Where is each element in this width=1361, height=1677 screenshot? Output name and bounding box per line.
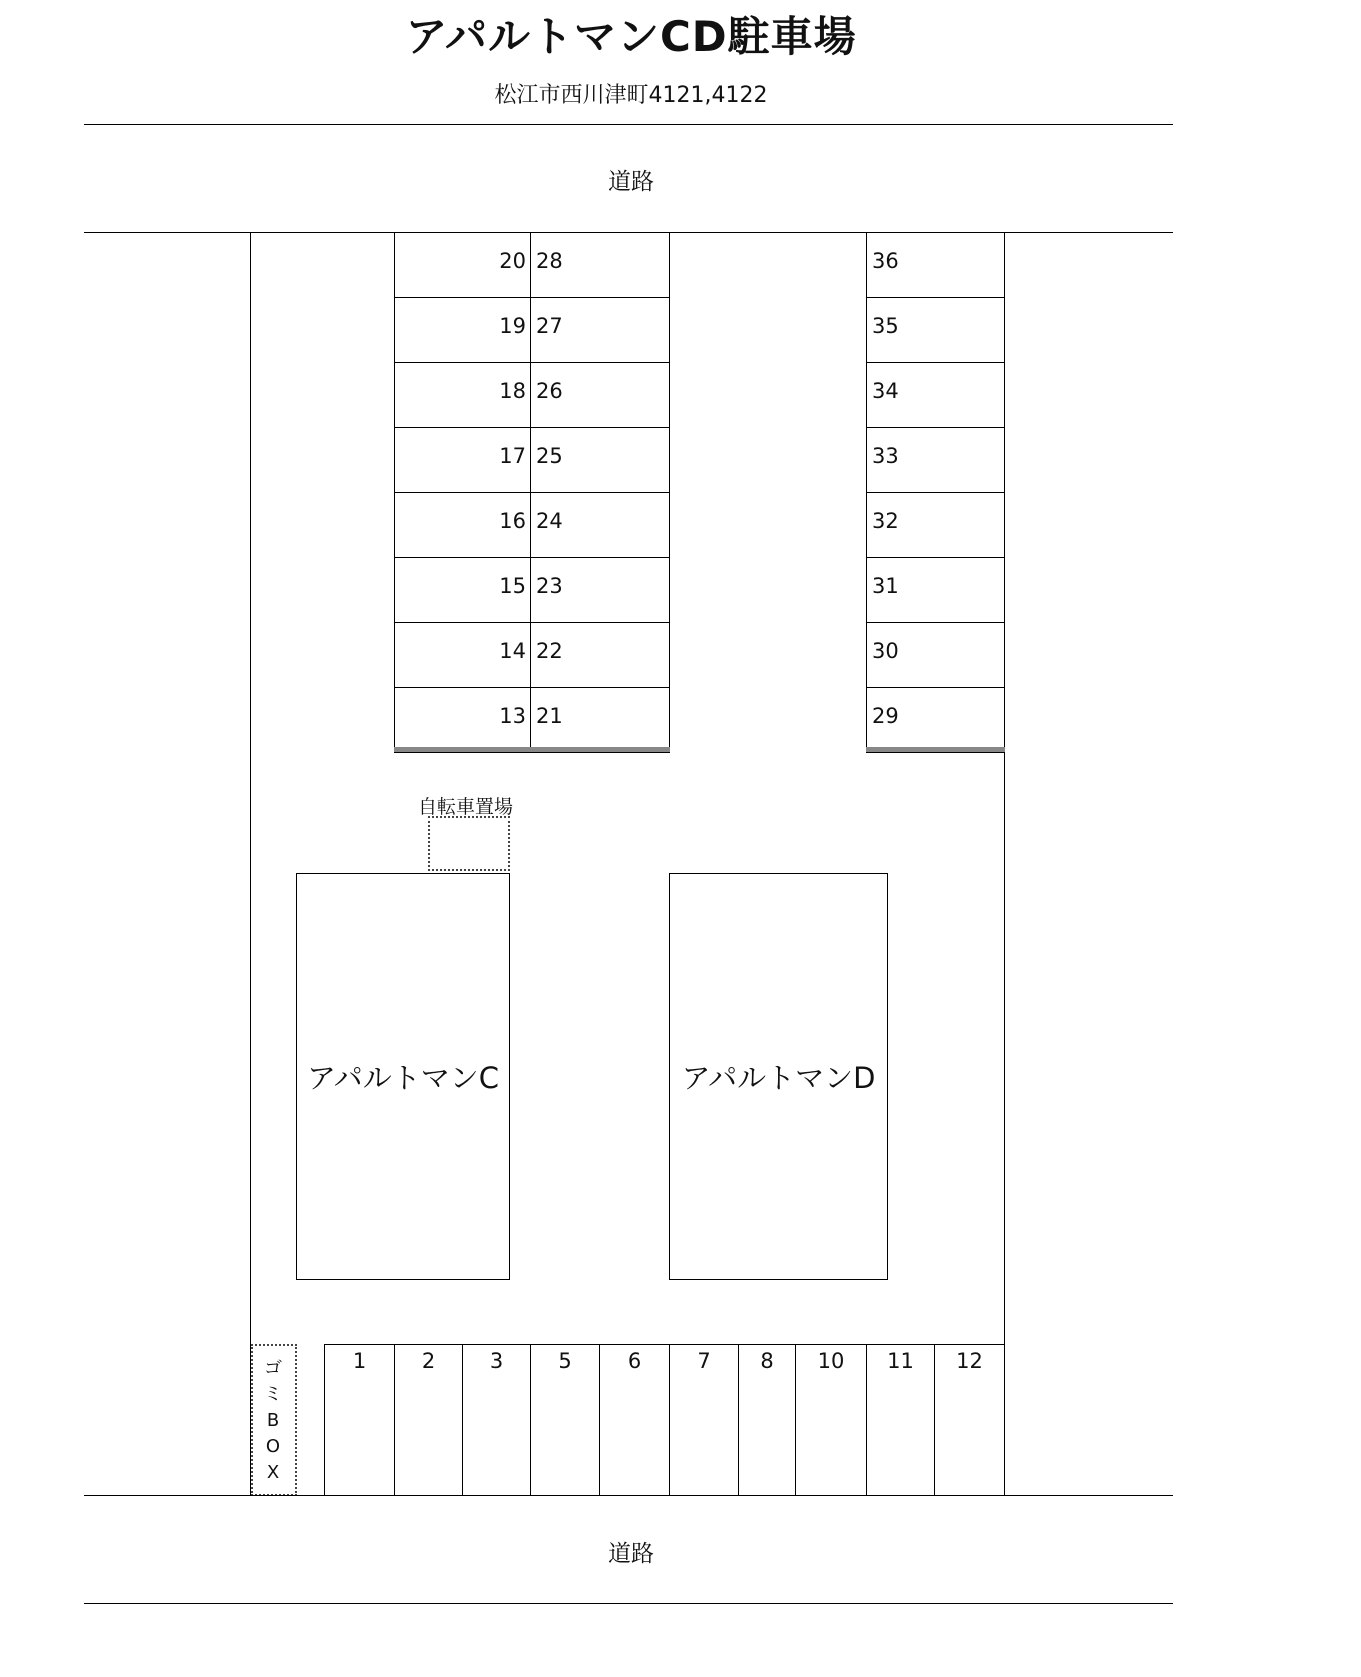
- bike-parking-area: [428, 816, 510, 871]
- building-d-label: アパルトマンD: [681, 1061, 876, 1095]
- stall-18: [394, 362, 531, 428]
- road-top-label: 道路: [608, 169, 654, 195]
- stall-number: 20: [499, 249, 526, 273]
- stall-30: [866, 622, 1005, 688]
- stall-number: 11: [887, 1349, 914, 1373]
- stall-number: 16: [499, 509, 526, 533]
- stall-number: 26: [536, 379, 563, 403]
- stall-number: 6: [627, 1349, 642, 1373]
- stall-number: 19: [499, 314, 526, 338]
- stall-1: [324, 1344, 395, 1496]
- stall-number: 25: [536, 444, 563, 468]
- stall-11: [866, 1344, 935, 1496]
- building-c-label: アパルトマンC: [307, 1061, 499, 1095]
- garbage-box-char: ミ: [264, 1384, 282, 1405]
- stall-33: [866, 427, 1005, 493]
- stall-number: 30: [872, 639, 899, 663]
- stall-22: [530, 622, 670, 688]
- stall-15: [394, 557, 531, 623]
- stall-number: 32: [872, 509, 899, 533]
- stall-10: [795, 1344, 867, 1496]
- stall-number: 34: [872, 379, 899, 403]
- bike-parking-label: 自転車置場: [418, 796, 514, 818]
- stall-24: [530, 492, 670, 558]
- curb-stop-left: [394, 747, 670, 752]
- garbage-box-label: [251, 1356, 295, 1486]
- stall-number: 5: [558, 1349, 572, 1373]
- stall-number: 24: [536, 509, 563, 533]
- stall-23: [530, 557, 670, 623]
- building-d: [669, 873, 888, 1280]
- building-c: [296, 873, 510, 1280]
- stall-number: 10: [817, 1349, 845, 1373]
- stall-number: 22: [536, 639, 563, 663]
- stall-number: 18: [499, 379, 526, 403]
- stall-number: 33: [872, 444, 899, 468]
- garbage-box-char: B: [266, 1410, 280, 1431]
- lot-right-boundary: [1004, 748, 1005, 1345]
- stall-32: [866, 492, 1005, 558]
- stall-number: 12: [956, 1349, 983, 1373]
- stall-29: [866, 687, 1005, 753]
- curb-stop-right: [866, 747, 1005, 752]
- stall-27: [530, 297, 670, 363]
- stall-number: 13: [499, 704, 526, 728]
- stall-20: [394, 232, 531, 298]
- stall-2: [394, 1344, 463, 1496]
- stall-number: 8: [760, 1349, 774, 1373]
- road-top-upper-edge: [84, 124, 1173, 125]
- stall-number: 15: [499, 574, 526, 598]
- stall-12: [934, 1344, 1005, 1496]
- stall-number: 35: [872, 314, 899, 338]
- stall-number: 2: [421, 1349, 436, 1373]
- address: 松江市西川津町4121,4122: [494, 83, 768, 108]
- stall-28: [530, 232, 670, 298]
- stall-14: [394, 622, 531, 688]
- stall-13: [394, 687, 531, 753]
- stall-35: [866, 297, 1005, 363]
- stall-36: [866, 232, 1005, 298]
- stall-number: 27: [536, 314, 563, 338]
- stall-19: [394, 297, 531, 363]
- stall-number: 31: [872, 574, 899, 598]
- stall-number: 17: [499, 444, 526, 468]
- stall-25: [530, 427, 670, 493]
- stall-number: 36: [872, 249, 899, 273]
- stall-16: [394, 492, 531, 558]
- stall-31: [866, 557, 1005, 623]
- stall-7: [669, 1344, 739, 1496]
- stall-21: [530, 687, 670, 753]
- road-bottom-label: 道路: [608, 1541, 654, 1567]
- stall-26: [530, 362, 670, 428]
- stall-number: 21: [536, 704, 563, 728]
- stall-number: 28: [536, 249, 563, 273]
- garbage-box-char: ゴ: [264, 1358, 282, 1379]
- page-title: アパルトマンCD駐車場: [405, 12, 857, 61]
- stall-34: [866, 362, 1005, 428]
- road-bottom-lower-edge: [84, 1603, 1173, 1604]
- stall-number: 23: [536, 574, 563, 598]
- lot-left-boundary: [250, 232, 251, 1496]
- stall-5: [530, 1344, 600, 1496]
- stall-number: 14: [499, 639, 526, 663]
- road-bottom-upper-edge: [84, 1495, 1173, 1496]
- garbage-box-char: X: [266, 1462, 280, 1483]
- stall-17: [394, 427, 531, 493]
- stall-number: 29: [872, 704, 899, 728]
- stall-number: 7: [697, 1349, 711, 1373]
- stall-8: [738, 1344, 796, 1496]
- stall-6: [599, 1344, 670, 1496]
- stall-3: [462, 1344, 531, 1496]
- garbage-box-char: O: [265, 1436, 281, 1457]
- stall-number: 1: [352, 1349, 367, 1373]
- stall-number: 3: [489, 1349, 504, 1373]
